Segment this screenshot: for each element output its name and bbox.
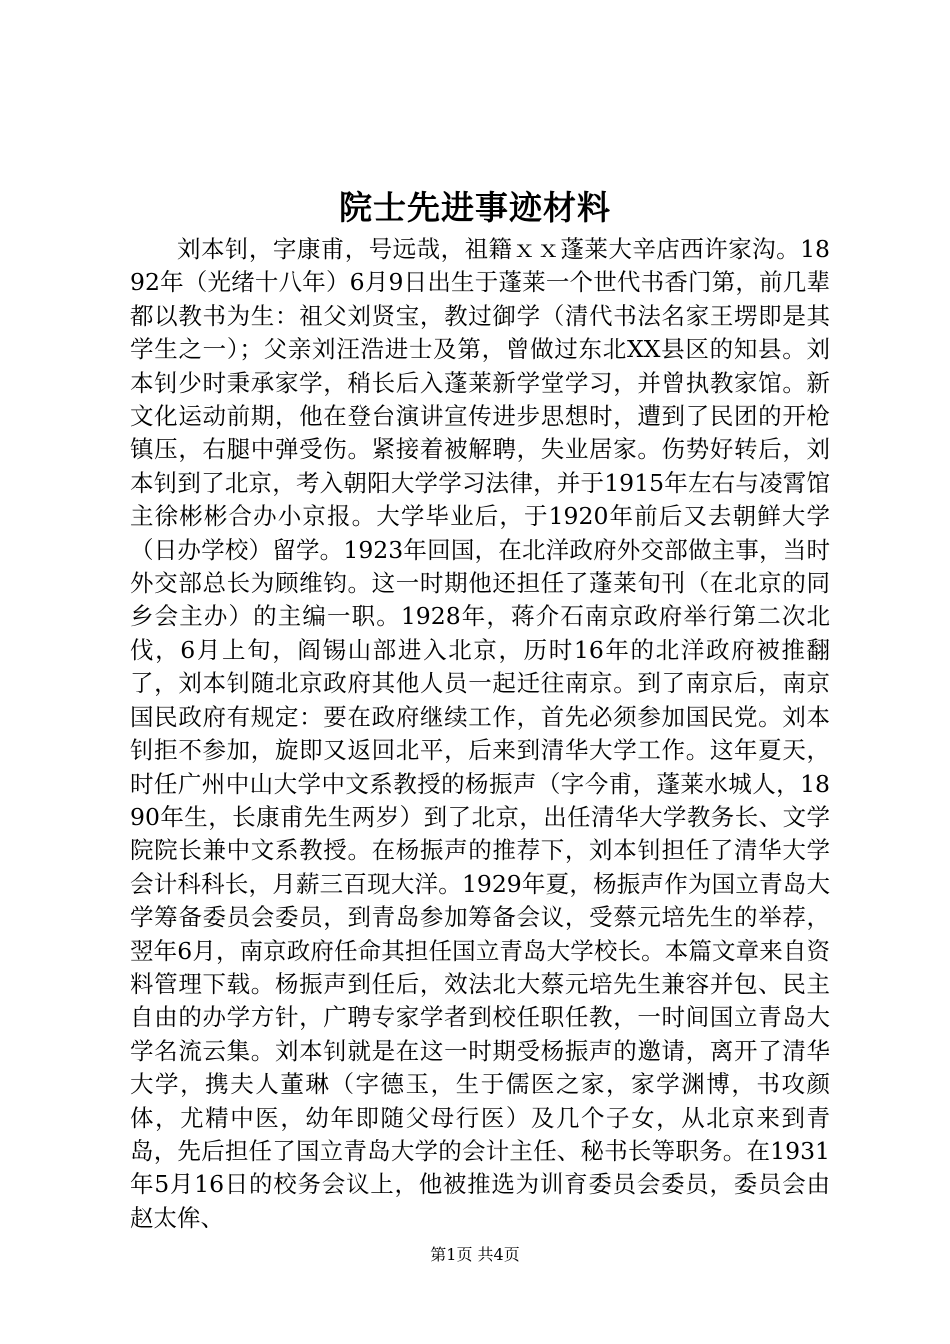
document-body-paragraph: 刘本钊，字康甫，号远哉，祖籍ｘｘ蓬莱大辛店西许家沟。1892年（光绪十八年）6月9日出生于蓬莱一个世代书香门第，前几辈都以教书为生：祖父刘贤宝，教过御学（清代书法名家王塄即是其学生之一）；父亲刘汪浩进士及第，曾做过东北XX县区的知县。刘本钊少时秉承家学，稍长后入蓬莱新学堂学习，并曾执教家馆。新文化运动前期，他在登台演讲宣传进步思想时，遭到了民团的开枪镇压，右腿中弹受伤。紧接着被解聘，失业居家。伤势好转后，刘本钊到了北京，考入朝阳大学学习法律，并于1915年左右与凌霄馆主徐彬彬合办小京报。大学毕业后，于1920年前后又去朝鲜大学（日办学校）留学。1923年回国，在北洋政府外交部做主事，当时外交部总长为顾维钧。这一时期他还担任了蓬莱旬刊（在北京的同乡会主办）的主编一职。1928年，蒋介石南京政府举行第二次北伐，6月上旬，阎锡山部进入北京，历时16年的北洋政府被推翻了，刘本钊随北京政府其他人员一起迁往南京。到了南京后，南京国民政府有规定：要在政府继续工作，首先必须参加国民党。刘本钊拒不参加，旋即又返回北平，后来到清华大学工作。这年夏天，时任广州中山大学中文系教授的杨振声（字今甫，蓬莱水城人，1890年生，长康甫先生两岁）到了北京，出任清华大学教务长、文学院院长兼中文系教授。在杨振声的推荐下，刘本钊担任了清华大学会计科科长，月薪三百现大洋。1929年夏，杨振声作为国立青岛大学筹备委员会委员，到青岛参加筹备会议，受蔡元培先生的举荐，翌年6月，南京政府任命其担任国立青岛大学校长。本篇文章来自资料管理下载。杨振声到任后，效法北大蔡元培先生兼容并包、民主自由的办学方针，广聘专家学者到校任职任教，一时间国立青岛大学名流云集。刘本钊就是在这一时期受杨振声的邀请，离开了清华大学，携夫人董琳（字德玉，生于儒医之家，家学渊博，书攻颜体，尤精中医，幼年即随父母行医）及几个子女，从北京来到青岛，先后担任了国立青岛大学的会计主任、秘书长等职务。在1931年5月16日的校务会议上，他被推选为训育委员会委员，委员会由赵太侔、 [130,235,830,1232]
page-number-footer: 第1页 共4页 [430,1245,520,1264]
document-title: 院士先进事迹材料 [339,188,611,227]
